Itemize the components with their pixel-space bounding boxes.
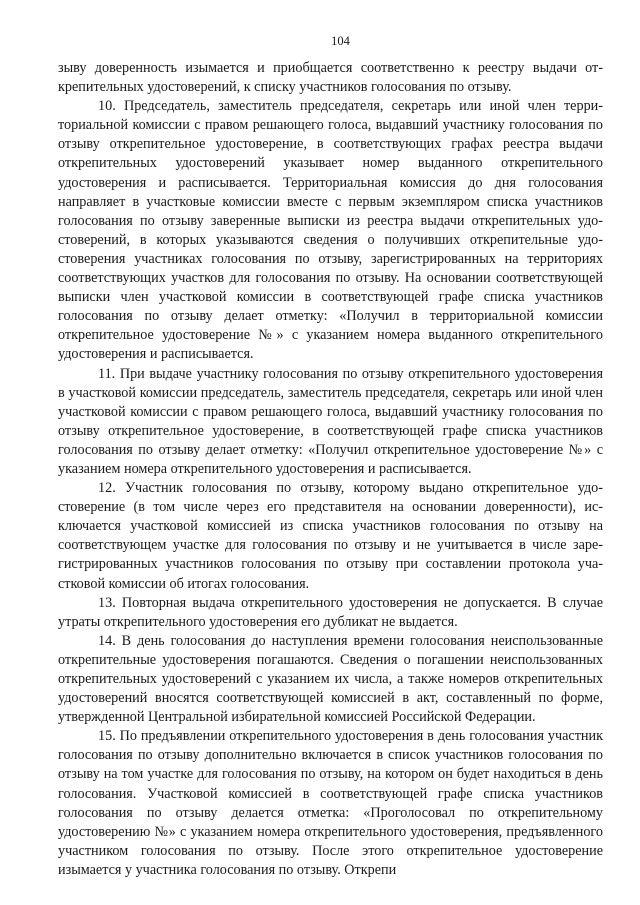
paragraph-item-14: 14. В день голосования до наступления времени голосования неиспользованные открепительные удостоверения погашаются. Сведения о погашении неиспользованных открепительных удостоверений с указанием их числа, а также номеров открепительных удостоверений вносятся соответствующей комиссией в акт, составленный по форме, утвержденной Центральной избирательной комиссией Российской Федерации. xyxy=(58,632,603,726)
paragraph-item-11: 11. При выдаче участнику голосования по отзыву открепительного удостоверения в участковой комиссии председатель, заместитель председателя, секретарь или иной член участковой комиссии с правом решающего голоса, выдавший участнику голосования по отзыву открепительное удостоверение, в соответствующей графе списка участников голосования по отзыву делает отметку: «Получил открепительное удостоверение №» с указанием номера открепительного удостоверения и расписывается. xyxy=(58,365,603,477)
document-page xyxy=(58,0,603,880)
paragraph-continuation: зыву доверенность изымается и приобщается соответственно к реестру выдачи открепительных удостоверений, к списку участников голосования по отзыву. xyxy=(58,60,603,96)
paragraph-item-12: 12. Участник голосования по отзыву, которому выдано открепительное удостоверение (в том числе через его представителя на основании доверенности), исключается участковой комиссией из списка участников голосования по отзыву на соответствующем участке для голосования по отзыву и не учитывается в числе зарегистрированных участников голосования по отзыву при составлении протокола участковой комиссии об итогах голосования. xyxy=(58,480,603,592)
paragraph-item-10: 10. Председатель, заместитель председателя, секретарь или иной член территориальной комиссии с правом решающего голоса, выдавший участнику голосования по отзыву открепительное удостоверение, в соответствующих графах реестра выдачи открепительных удостоверений указывает номер выданного открепительного удостоверения и расписывается. Территориальная комиссия до дня голосования направляет в участковые комиссии вместе с первым экземпляром списка участников голосования по отзыву заверенные выписки из реестра выдачи открепительных удостоверений, в которых указываются сведения о получивших открепительные удостоверения участниках голосования по отзыву, зарегистрированных на территориях соответствующих участков для голосования по отзыву. На основании соответствующей выписки член участковой комиссии в соответствующей графе списка участников голосования по отзыву делает отметку: «Получил в территориальной комиссии открепительное удостоверение №» с указанием номера выданного открепительного удостоверения и расписывается. xyxy=(58,98,603,363)
page-number: 104 xyxy=(331,34,350,48)
document-body xyxy=(58,59,603,880)
paragraph-item-15: 15. По предъявлении открепительного удостоверения в день голосования участник голосования по отзыву дополнительно включается в список участников голосования по отзыву на том участке для голосования по отзыву, на котором он будет находиться в день голосования. Участковой комиссией в соответствующей графе списка участников голосования по отзыву делается отметка: «Проголосовал по открепительному удостоверению №» с указанием номера открепительного удостоверения, предъявленного участником голосования по отзыву. После этого открепительное удостоверение изымается у участника голосования по отзыву. Открепи xyxy=(58,728,603,878)
paragraph-item-13: 13. Повторная выдача открепительного удостоверения не допускается. В случае утраты открепительного удостоверения его дубликат не выдается. xyxy=(58,594,603,630)
